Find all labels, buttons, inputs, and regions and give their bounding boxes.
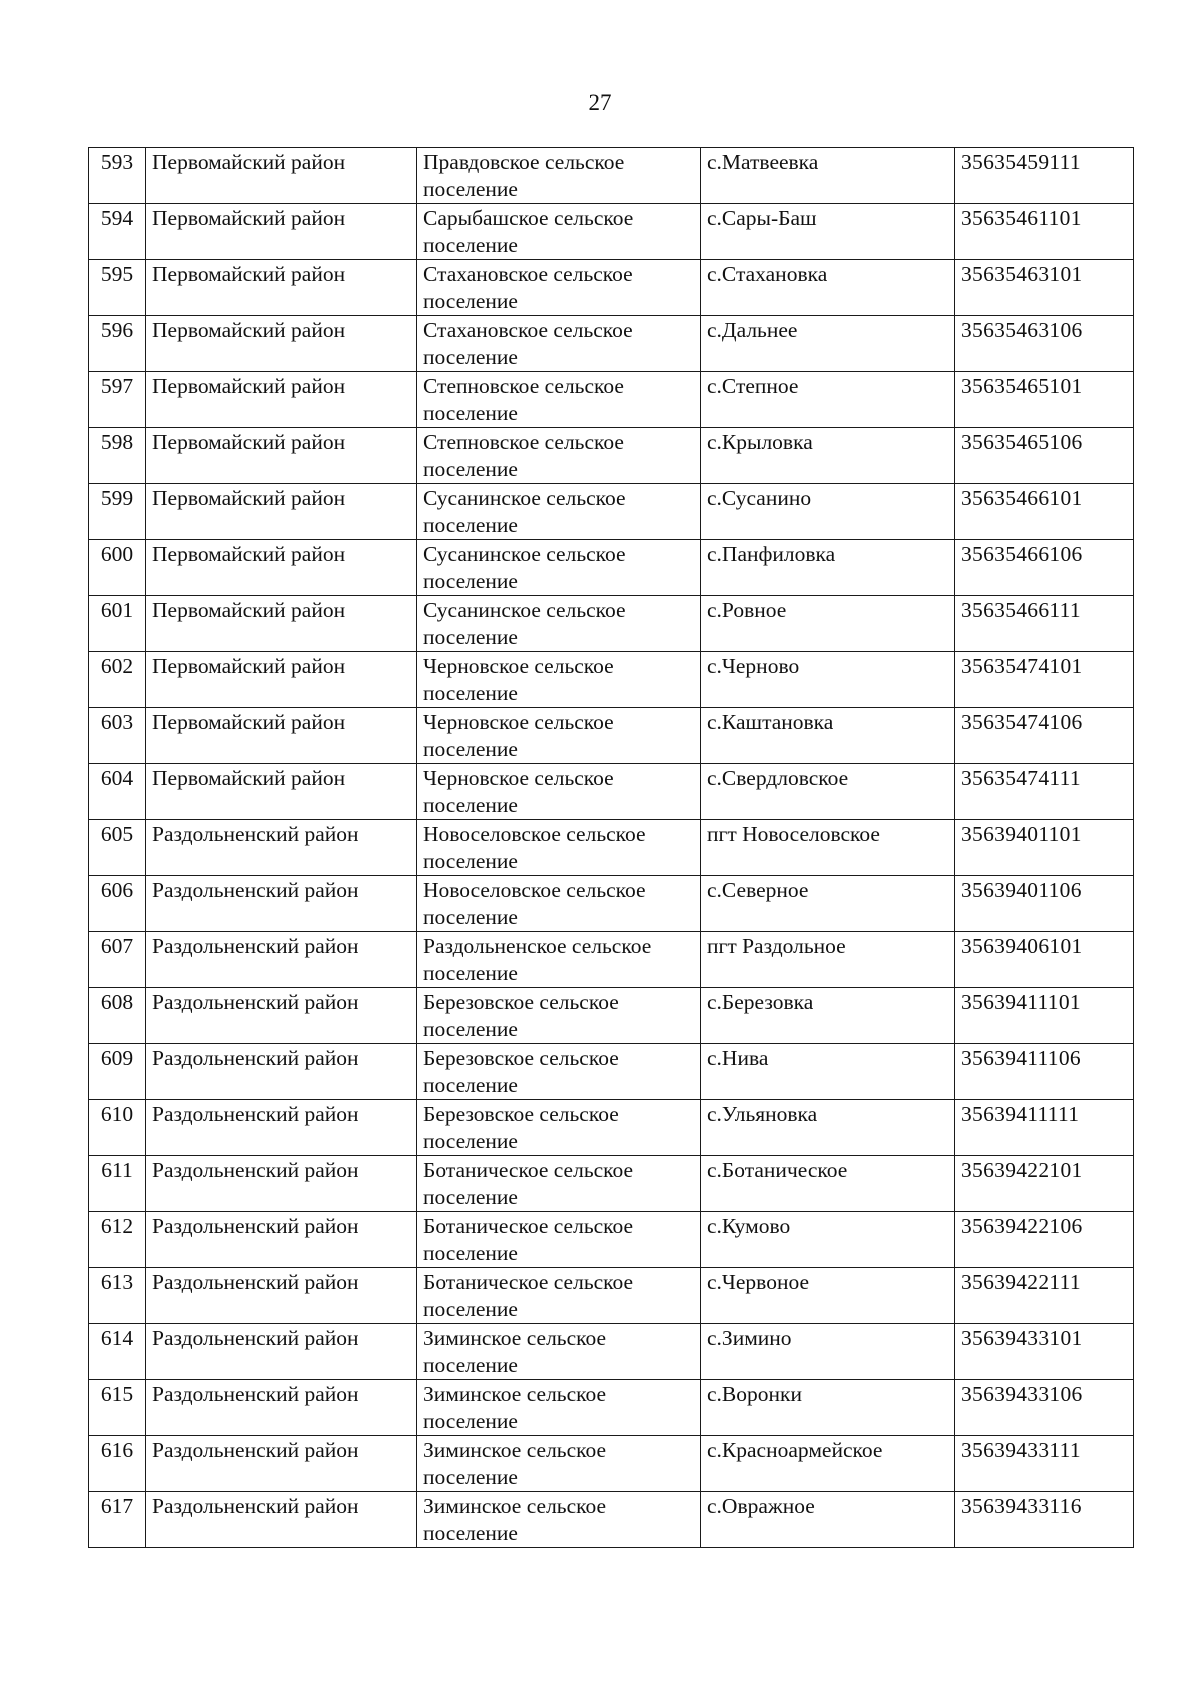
oktmo-code: 35635466111: [955, 596, 1134, 652]
row-number: 609: [89, 1044, 146, 1100]
oktmo-code: 35635474111: [955, 764, 1134, 820]
table-row: [89, 988, 1134, 1044]
settlement-name: Ботаническое сельское поселение: [417, 1156, 701, 1212]
district-name: Первомайский район: [146, 484, 417, 540]
settlement-name: Сусанинское сельское поселение: [417, 596, 701, 652]
row-number: 611: [89, 1156, 146, 1212]
settlement-name: Новоселовское сельское поселение: [417, 820, 701, 876]
row-number: 599: [89, 484, 146, 540]
locality-name: с.Сусанино: [701, 484, 955, 540]
row-number: 617: [89, 1492, 146, 1548]
settlement-name: Зиминское сельское поселение: [417, 1324, 701, 1380]
table-row: [89, 428, 1134, 484]
settlement-name: Березовское сельское поселение: [417, 1044, 701, 1100]
locality-name: с.Червоное: [701, 1268, 955, 1324]
district-name: Первомайский район: [146, 148, 417, 204]
district-name: Раздольненский район: [146, 1268, 417, 1324]
settlement-name: Ботаническое сельское поселение: [417, 1268, 701, 1324]
table-row: [89, 260, 1134, 316]
settlement-name: Черновское сельское поселение: [417, 764, 701, 820]
settlement-name: Зиминское сельское поселение: [417, 1436, 701, 1492]
table-row: [89, 1324, 1134, 1380]
row-number: 614: [89, 1324, 146, 1380]
locality-name: с.Ровное: [701, 596, 955, 652]
district-name: Первомайский район: [146, 372, 417, 428]
row-number: 602: [89, 652, 146, 708]
locality-name: с.Черново: [701, 652, 955, 708]
locality-name: с.Березовка: [701, 988, 955, 1044]
row-number: 604: [89, 764, 146, 820]
table-row: [89, 484, 1134, 540]
oktmo-code: 35635474106: [955, 708, 1134, 764]
table-row: [89, 372, 1134, 428]
settlement-name: Сусанинское сельское поселение: [417, 540, 701, 596]
locality-name: с.Северное: [701, 876, 955, 932]
locality-name: с.Ботаническое: [701, 1156, 955, 1212]
district-name: Первомайский район: [146, 260, 417, 316]
table-row: [89, 652, 1134, 708]
row-number: 603: [89, 708, 146, 764]
row-number: 610: [89, 1100, 146, 1156]
oktmo-code: 35639406101: [955, 932, 1134, 988]
locality-name: с.Свердловское: [701, 764, 955, 820]
table-row: [89, 1380, 1134, 1436]
oktmo-code: 35639401106: [955, 876, 1134, 932]
settlement-name: Новоселовское сельское поселение: [417, 876, 701, 932]
district-name: Раздольненский район: [146, 1212, 417, 1268]
row-number: 601: [89, 596, 146, 652]
oktmo-code: 35639401101: [955, 820, 1134, 876]
settlement-name: Черновское сельское поселение: [417, 708, 701, 764]
settlement-name: Стахановское сельское поселение: [417, 316, 701, 372]
table-row: [89, 1492, 1134, 1548]
locality-name: с.Нива: [701, 1044, 955, 1100]
row-number: 600: [89, 540, 146, 596]
row-number: 606: [89, 876, 146, 932]
table-row: [89, 876, 1134, 932]
district-name: Первомайский район: [146, 652, 417, 708]
district-name: Первомайский район: [146, 428, 417, 484]
settlement-name: Сарыбашское сельское поселение: [417, 204, 701, 260]
locality-name: с.Зимино: [701, 1324, 955, 1380]
oktmo-code: 35639433106: [955, 1380, 1134, 1436]
row-number: 605: [89, 820, 146, 876]
row-number: 607: [89, 932, 146, 988]
oktmo-code: 35635461101: [955, 204, 1134, 260]
locality-name: с.Степное: [701, 372, 955, 428]
oktmo-code: 35639422106: [955, 1212, 1134, 1268]
row-number: 613: [89, 1268, 146, 1324]
district-name: Раздольненский район: [146, 1156, 417, 1212]
row-number: 598: [89, 428, 146, 484]
locality-name: с.Матвеевка: [701, 148, 955, 204]
oktmo-code: 35635463101: [955, 260, 1134, 316]
settlement-name: Березовское сельское поселение: [417, 1100, 701, 1156]
row-number: 595: [89, 260, 146, 316]
oktmo-code: 35639433101: [955, 1324, 1134, 1380]
locality-name: с.Воронки: [701, 1380, 955, 1436]
settlement-name: Раздольненское сельское поселение: [417, 932, 701, 988]
oktmo-code: 35635466106: [955, 540, 1134, 596]
table-row: [89, 316, 1134, 372]
locality-name: с.Кумово: [701, 1212, 955, 1268]
settlements-table-body: [89, 148, 1134, 1548]
table-row: [89, 1268, 1134, 1324]
oktmo-code: 35639411101: [955, 988, 1134, 1044]
page-number: 27: [588, 90, 612, 115]
table-row: [89, 932, 1134, 988]
district-name: Раздольненский район: [146, 988, 417, 1044]
oktmo-code: 35639433116: [955, 1492, 1134, 1548]
district-name: Раздольненский район: [146, 820, 417, 876]
district-name: Первомайский район: [146, 204, 417, 260]
oktmo-code: 35639422111: [955, 1268, 1134, 1324]
settlement-name: Правдовское сельское поселение: [417, 148, 701, 204]
district-name: Раздольненский район: [146, 876, 417, 932]
settlement-name: Березовское сельское поселение: [417, 988, 701, 1044]
locality-name: с.Крыловка: [701, 428, 955, 484]
district-name: Раздольненский район: [146, 1492, 417, 1548]
settlement-name: Ботаническое сельское поселение: [417, 1212, 701, 1268]
oktmo-code: 35639411106: [955, 1044, 1134, 1100]
oktmo-code: 35635459111: [955, 148, 1134, 204]
table-row: [89, 204, 1134, 260]
table-row: [89, 708, 1134, 764]
district-name: Раздольненский район: [146, 1324, 417, 1380]
district-name: Раздольненский район: [146, 1044, 417, 1100]
district-name: Первомайский район: [146, 540, 417, 596]
locality-name: с.Красноармейское: [701, 1436, 955, 1492]
settlement-name: Черновское сельское поселение: [417, 652, 701, 708]
table-row: [89, 820, 1134, 876]
row-number: 593: [89, 148, 146, 204]
locality-name: с.Каштановка: [701, 708, 955, 764]
row-number: 596: [89, 316, 146, 372]
settlements-table: [88, 147, 1134, 1548]
oktmo-code: 35635474101: [955, 652, 1134, 708]
row-number: 597: [89, 372, 146, 428]
district-name: Первомайский район: [146, 708, 417, 764]
locality-name: с.Дальнее: [701, 316, 955, 372]
oktmo-code: 35639433111: [955, 1436, 1134, 1492]
settlement-name: Зиминское сельское поселение: [417, 1492, 701, 1548]
table-row: [89, 1156, 1134, 1212]
district-name: Первомайский район: [146, 316, 417, 372]
settlement-name: Степновское сельское поселение: [417, 372, 701, 428]
row-number: 615: [89, 1380, 146, 1436]
settlement-name: Зиминское сельское поселение: [417, 1380, 701, 1436]
district-name: Раздольненский район: [146, 1100, 417, 1156]
table-row: [89, 1212, 1134, 1268]
table-row: [89, 540, 1134, 596]
table-row: [89, 1100, 1134, 1156]
table-row: [89, 1436, 1134, 1492]
oktmo-code: 35635465101: [955, 372, 1134, 428]
oktmo-code: 35635463106: [955, 316, 1134, 372]
locality-name: пгт Раздольное: [701, 932, 955, 988]
oktmo-code: 35639411111: [955, 1100, 1134, 1156]
district-name: Первомайский район: [146, 596, 417, 652]
table-row: [89, 764, 1134, 820]
locality-name: с.Стахановка: [701, 260, 955, 316]
table-row: [89, 148, 1134, 204]
district-name: Первомайский район: [146, 764, 417, 820]
district-name: Раздольненский район: [146, 932, 417, 988]
locality-name: с.Ульяновка: [701, 1100, 955, 1156]
row-number: 612: [89, 1212, 146, 1268]
settlement-name: Степновское сельское поселение: [417, 428, 701, 484]
oktmo-code: 35635466101: [955, 484, 1134, 540]
locality-name: с.Сары-Баш: [701, 204, 955, 260]
table-row: [89, 1044, 1134, 1100]
oktmo-code: 35635465106: [955, 428, 1134, 484]
locality-name: с.Овражное: [701, 1492, 955, 1548]
oktmo-code: 35639422101: [955, 1156, 1134, 1212]
district-name: Раздольненский район: [146, 1436, 417, 1492]
settlement-name: Сусанинское сельское поселение: [417, 484, 701, 540]
row-number: 594: [89, 204, 146, 260]
locality-name: пгт Новоселовское: [701, 820, 955, 876]
row-number: 616: [89, 1436, 146, 1492]
row-number: 608: [89, 988, 146, 1044]
table-row: [89, 596, 1134, 652]
settlement-name: Стахановское сельское поселение: [417, 260, 701, 316]
locality-name: с.Панфиловка: [701, 540, 955, 596]
district-name: Раздольненский район: [146, 1380, 417, 1436]
